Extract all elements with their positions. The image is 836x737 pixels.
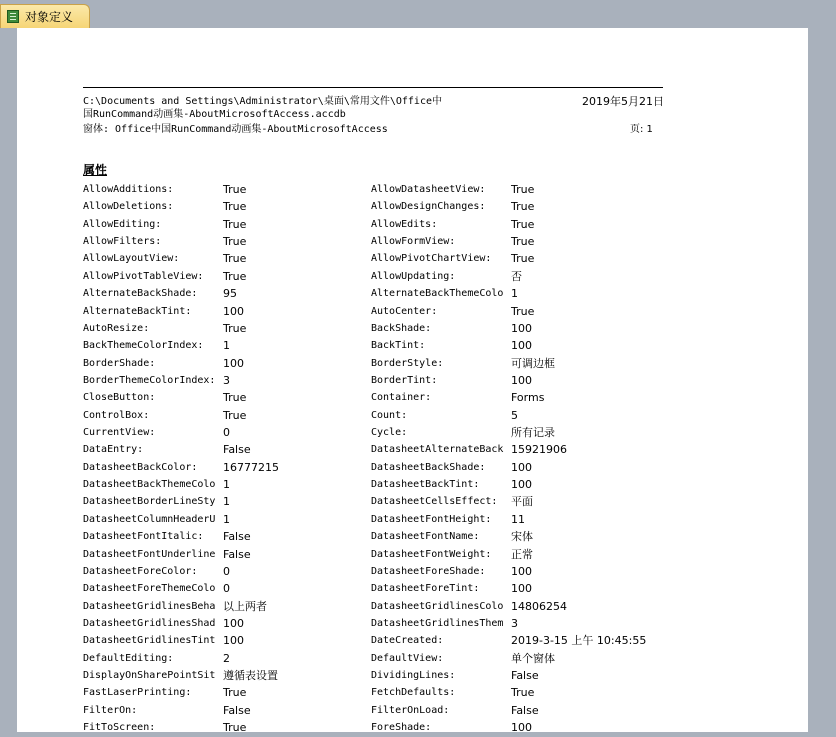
property-name: BorderThemeColorIndex: <box>83 374 216 386</box>
property-value: True <box>223 721 247 735</box>
property-name: AlternateBackTint: <box>83 305 192 317</box>
property-name: DatasheetForeColor: <box>83 565 198 577</box>
property-value: True <box>223 235 247 249</box>
property-name: DatasheetFontWeight: <box>371 548 492 560</box>
property-name: FitToScreen: <box>83 722 156 734</box>
property-name: DatasheetBorderLineSty <box>83 496 216 508</box>
property-value: True <box>223 686 247 700</box>
property-name: ForeShade: <box>371 722 432 734</box>
property-value: 单个窗体 <box>511 651 555 665</box>
database-path-line-2: 国RunCommand动画集-AboutMicrosoftAccess.accdb <box>83 109 346 120</box>
property-value: 否 <box>511 269 522 283</box>
property-name: DatasheetBackTint: <box>371 479 480 491</box>
property-name: DatasheetForeThemeColo <box>83 583 216 595</box>
property-name: AllowAdditions: <box>83 184 174 195</box>
property-name: DatasheetBackThemeColo <box>83 479 216 491</box>
property-name: DatasheetForeShade: <box>371 565 486 577</box>
property-name: BackTint: <box>371 340 426 352</box>
property-value: 2 <box>223 651 230 665</box>
property-value: False <box>223 703 251 717</box>
property-value: True <box>511 252 535 266</box>
property-name: AllowUpdating: <box>371 270 456 282</box>
property-value: 95 <box>223 287 237 301</box>
property-name: AllowPivotChartView: <box>371 253 492 265</box>
property-name: AlternateBackShade: <box>83 288 198 300</box>
property-name: BorderTint: <box>371 374 438 386</box>
property-name: DatasheetCellsEffect: <box>371 496 498 508</box>
property-value: True <box>223 217 247 231</box>
property-value: True <box>223 408 247 422</box>
header-separator <box>83 87 663 88</box>
property-value: 5 <box>511 408 518 422</box>
property-value: 100 <box>223 616 244 630</box>
property-name: DatasheetFontUnderline <box>83 548 216 560</box>
property-value: 11 <box>511 512 525 526</box>
property-name: DatasheetGridlinesColo <box>371 600 504 612</box>
property-value: True <box>223 321 247 335</box>
section-title-properties: 属性 <box>83 163 108 177</box>
property-name: DataEntry: <box>83 444 144 456</box>
property-value: True <box>223 200 247 214</box>
property-name: DatasheetColumnHeaderU <box>83 513 216 525</box>
property-name: CloseButton: <box>83 392 156 404</box>
report-page <box>17 28 808 735</box>
property-value: True <box>511 200 535 214</box>
report-icon <box>7 10 19 23</box>
property-name: FilterOn: <box>83 704 138 716</box>
property-name: DatasheetFontName: <box>371 531 480 543</box>
property-value: True <box>511 183 535 196</box>
property-name: AllowFormView: <box>371 236 456 248</box>
property-value: False <box>223 443 251 457</box>
property-value: 所有记录 <box>511 426 555 440</box>
property-value: True <box>223 269 247 283</box>
property-value: Forms <box>511 391 545 405</box>
property-name: DatasheetFontHeight: <box>371 513 492 525</box>
property-value: True <box>223 183 247 196</box>
properties-grid <box>83 181 647 737</box>
property-value: 100 <box>511 582 532 596</box>
property-value: 以上两者 <box>223 599 267 613</box>
property-value: False <box>223 547 251 561</box>
property-name: DividingLines: <box>371 670 456 682</box>
property-value: 15921906 <box>511 443 567 457</box>
property-name: AllowDeletions: <box>83 201 174 213</box>
report-date: 2019年5月21日 <box>582 95 664 108</box>
property-value: True <box>511 686 535 700</box>
database-path-line-1: C:\Documents and Settings\Administrator\桌面\常用文件\Office中 <box>83 96 442 107</box>
property-value: False <box>511 669 539 683</box>
property-value: True <box>223 252 247 266</box>
property-name: Container: <box>371 392 432 404</box>
property-name: Cycle: <box>371 427 408 439</box>
property-name: DatasheetFontItalic: <box>83 531 204 543</box>
tab-object-definition[interactable] <box>0 4 90 28</box>
property-value: 100 <box>511 721 532 735</box>
property-name: ControlBox: <box>83 409 150 421</box>
property-name: FetchDefaults: <box>371 687 456 699</box>
property-value: 100 <box>511 478 532 492</box>
property-value: True <box>511 304 535 318</box>
property-name: DatasheetAlternateBack <box>371 444 504 456</box>
property-value: False <box>511 703 539 717</box>
property-name: Count: <box>371 409 408 421</box>
property-value: 14806254 <box>511 599 567 613</box>
property-name: DatasheetForeTint: <box>371 583 480 595</box>
property-name: AllowEditing: <box>83 218 162 230</box>
property-value: 0 <box>223 582 230 596</box>
property-name: DatasheetBackShade: <box>371 461 486 473</box>
property-name: AllowDatasheetView: <box>371 184 486 195</box>
property-value: 0 <box>223 426 230 440</box>
property-name: AllowLayoutView: <box>83 253 180 265</box>
property-value: 100 <box>511 339 532 353</box>
property-name: BackThemeColorIndex: <box>83 340 204 352</box>
property-value: 100 <box>223 634 244 648</box>
property-name: BackShade: <box>371 322 432 334</box>
property-name: DatasheetBackColor: <box>83 461 198 473</box>
property-name: BorderStyle: <box>371 357 444 369</box>
property-value: 1 <box>223 495 230 509</box>
property-value: 100 <box>511 321 532 335</box>
property-value: 2019-3-15 上午 10:45:55 <box>511 634 647 648</box>
property-name: AutoResize: <box>83 322 150 334</box>
property-value: 遵循表设置 <box>223 669 278 683</box>
property-value: 0 <box>223 564 230 578</box>
property-value: 1 <box>223 512 230 526</box>
property-name: DefaultView: <box>371 652 444 664</box>
property-name: DefaultEditing: <box>83 652 174 664</box>
property-value: 1 <box>511 287 518 301</box>
property-name: AllowDesignChanges: <box>371 201 486 213</box>
property-name: AlternateBackThemeColo <box>371 288 504 300</box>
property-value: 100 <box>511 373 532 387</box>
property-value: 16777215 <box>223 460 279 474</box>
property-value: 正常 <box>511 547 533 561</box>
property-name: AllowFilters: <box>83 236 162 248</box>
property-value: False <box>223 530 251 544</box>
page-number: 页: 1 <box>630 124 653 135</box>
property-name: DatasheetGridlinesShad <box>83 617 216 629</box>
property-name: AutoCenter: <box>371 305 438 317</box>
form-name-line: 窗体: Office中国RunCommand动画集-AboutMicrosoftAccess <box>83 124 388 135</box>
property-value: 可调边框 <box>511 356 555 370</box>
property-name: CurrentView: <box>83 427 156 439</box>
property-value: 3 <box>511 616 518 630</box>
property-name: AllowPivotTableView: <box>83 270 204 282</box>
property-name: DateCreated: <box>371 635 444 647</box>
property-value: 3 <box>223 373 230 387</box>
document-tab-strip <box>0 0 836 28</box>
property-value: 100 <box>223 304 244 318</box>
tab-label: 对象定义 <box>25 10 74 24</box>
property-name: DisplayOnSharePointSit <box>83 670 216 682</box>
property-value: 100 <box>511 460 532 474</box>
property-name: AllowEdits: <box>371 218 438 230</box>
property-value: 100 <box>223 356 244 370</box>
property-value: 平面 <box>511 495 533 509</box>
property-value: True <box>223 391 247 405</box>
property-value: True <box>511 235 535 249</box>
property-name: DatasheetGridlinesBeha <box>83 600 216 612</box>
property-value: 100 <box>511 564 532 578</box>
property-name: FilterOnLoad: <box>371 704 450 716</box>
property-name: FastLaserPrinting: <box>83 687 192 699</box>
property-value: True <box>511 217 535 231</box>
property-name: DatasheetGridlinesTint <box>83 635 216 647</box>
property-value: 宋体 <box>511 530 533 544</box>
property-value: 1 <box>223 339 230 353</box>
property-name: BorderShade: <box>83 357 156 369</box>
header-line-3-clipped <box>83 123 663 135</box>
property-value: 1 <box>223 478 230 492</box>
property-name: DatasheetGridlinesThem <box>371 617 504 629</box>
